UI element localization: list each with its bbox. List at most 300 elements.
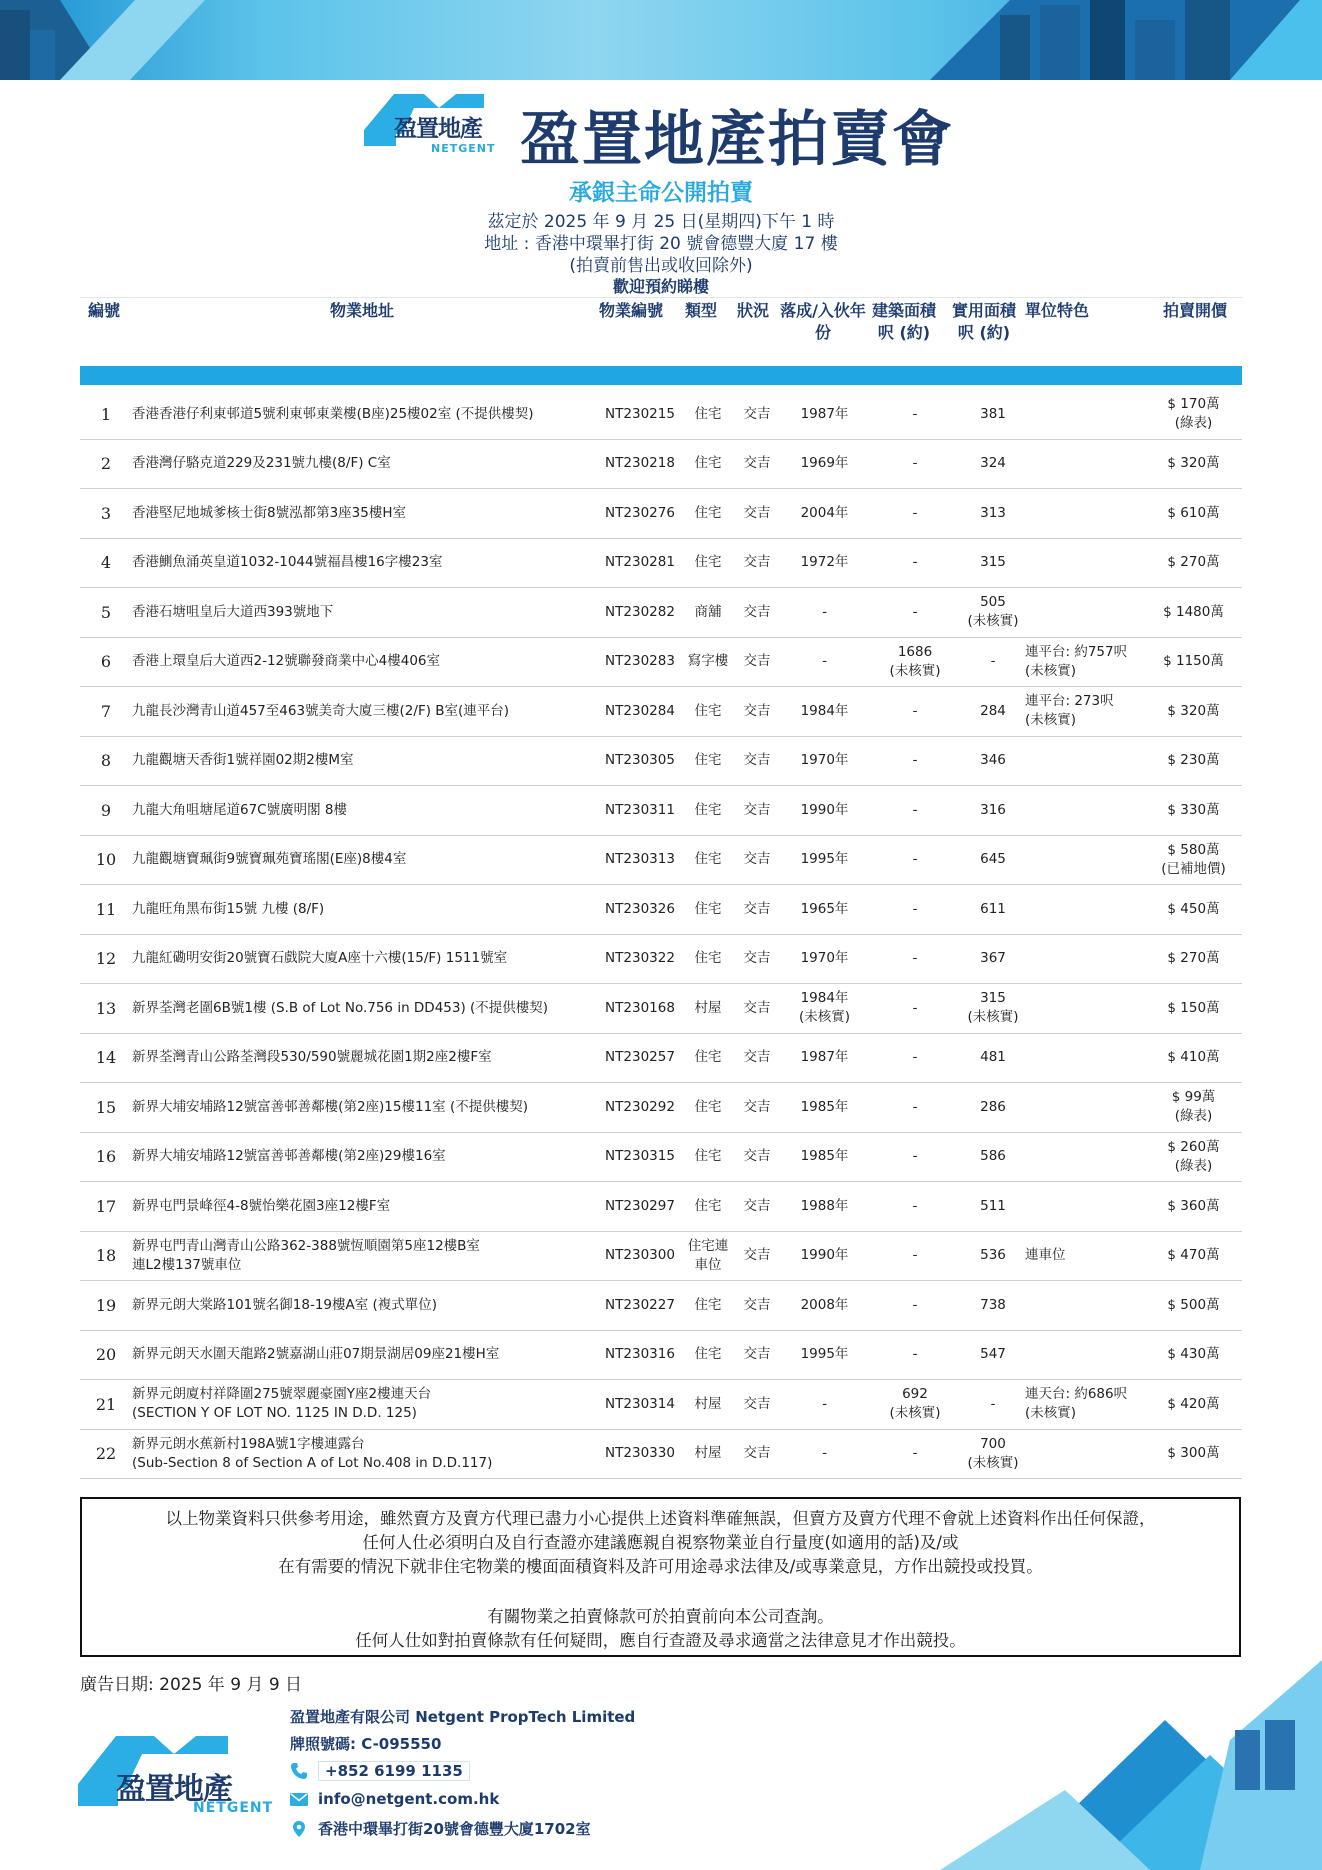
row-code	[595, 1182, 685, 1231]
row-feature	[1025, 786, 1140, 835]
row-price	[1145, 836, 1242, 885]
th-code: 物業編號	[599, 301, 664, 320]
row-type	[678, 984, 738, 1033]
row-code-text: NT230297	[605, 1197, 675, 1214]
row-year-text: 1970年	[800, 950, 849, 967]
row-year-text: 2004年	[800, 504, 849, 521]
row-address	[132, 539, 602, 588]
row-no	[80, 390, 132, 439]
row-condition-text: 交吉	[743, 752, 771, 769]
row-code	[595, 588, 685, 637]
row-price	[1145, 687, 1242, 736]
row-year-text: -	[822, 1445, 827, 1462]
row-type	[678, 1182, 738, 1231]
row-feature	[1025, 1281, 1140, 1330]
row-address	[132, 786, 602, 835]
row-type	[678, 390, 738, 439]
row-year	[777, 539, 872, 588]
row-year	[777, 1232, 872, 1281]
row-type	[678, 638, 738, 687]
row-code	[595, 1331, 685, 1380]
row-no-text: 3	[100, 503, 112, 523]
row-feature	[1025, 390, 1140, 439]
email-icon	[290, 1790, 308, 1808]
row-code-text: NT230305	[605, 752, 675, 769]
row-no	[80, 984, 132, 1033]
row-feature-text: 連平台: 273呎 (未核實)	[1025, 693, 1114, 729]
row-no-text: 6	[100, 652, 112, 672]
row-price-text: $ 330萬	[1167, 801, 1220, 818]
row-type	[678, 935, 738, 984]
row-condition	[732, 1380, 782, 1429]
row-gross-area-text: -	[912, 455, 918, 472]
row-net-area-text: -	[990, 1395, 996, 1412]
row-year	[777, 489, 872, 538]
row-address-text: 香港香港仔利東邨道5號利東邨東業樓(B座)25樓02室 (不提供樓契)	[132, 405, 534, 422]
th-net: 實用面積呎 (約)	[951, 301, 1016, 342]
row-type-text: 住宅	[694, 405, 722, 422]
row-type-text: 住宅	[694, 851, 722, 868]
footer-address: 香港中環畢打街20號會德豐大廈1702室	[318, 1820, 591, 1838]
row-net-area-text: 700 (未核實)	[967, 1435, 1019, 1471]
row-type	[678, 1380, 738, 1429]
row-code	[595, 390, 685, 439]
row-year-text: 1990年	[800, 1247, 849, 1264]
row-condition	[732, 885, 782, 934]
row-year-text: 1984年 (未核實)	[798, 990, 851, 1026]
row-no-text: 2	[100, 454, 112, 474]
table-row	[80, 1034, 1242, 1084]
row-address	[132, 1133, 602, 1182]
row-address	[132, 737, 602, 786]
row-condition-text: 交吉	[743, 801, 771, 818]
row-address	[132, 638, 602, 687]
row-condition	[732, 588, 782, 637]
row-price	[1145, 786, 1242, 835]
row-condition	[732, 1430, 782, 1479]
row-feature	[1025, 539, 1140, 588]
row-no	[80, 1034, 132, 1083]
row-no-text: 16	[95, 1147, 117, 1167]
row-price-text: $ 1480萬	[1163, 603, 1224, 620]
row-price-text: $ 150萬	[1167, 999, 1220, 1016]
row-feature	[1025, 440, 1140, 489]
row-gross-area-text: -	[912, 1049, 918, 1066]
row-feature	[1025, 687, 1140, 736]
row-feature	[1025, 1331, 1140, 1380]
row-type-text: 村屋	[694, 999, 722, 1016]
row-price	[1145, 638, 1242, 687]
row-address-text: 九龍觀塘天香街1號祥園02期2樓M室	[132, 752, 354, 769]
row-feature	[1025, 638, 1140, 687]
row-type	[678, 1232, 738, 1281]
row-address	[132, 984, 602, 1033]
row-price-text: $ 410萬	[1167, 1049, 1220, 1066]
table-row	[80, 1430, 1242, 1480]
row-net-area-text: 511	[980, 1197, 1006, 1214]
row-year	[777, 737, 872, 786]
row-year-text: -	[822, 1395, 827, 1412]
row-gross-area-text: -	[912, 405, 918, 422]
row-type-text: 住宅	[694, 455, 722, 472]
row-net-area-text: 346	[980, 752, 1006, 769]
row-address-text: 香港上環皇后大道西2-12號聯發商業中心4樓406室	[132, 653, 440, 670]
row-feature	[1025, 737, 1140, 786]
row-year-text: 1965年	[800, 900, 849, 917]
row-code	[595, 1232, 685, 1281]
row-type-text: 住宅	[694, 1296, 722, 1313]
row-no	[80, 489, 132, 538]
row-net-area-text: 586	[980, 1148, 1006, 1165]
row-feature	[1025, 1034, 1140, 1083]
table-row	[80, 1182, 1242, 1232]
table-row	[80, 489, 1242, 539]
row-year-text: 1970年	[800, 752, 849, 769]
table-row	[80, 885, 1242, 935]
row-code-text: NT230322	[605, 950, 675, 967]
row-price-text: $ 420萬	[1167, 1395, 1220, 1412]
row-gross-area-text: -	[912, 603, 918, 620]
row-feature	[1025, 588, 1140, 637]
row-address-text: 新界荃灣老圍6B號1樓 (S.B of Lot No.756 in DD453) (不提供樓契)	[132, 999, 549, 1016]
row-year-text: 1988年	[800, 1197, 849, 1214]
row-type	[678, 1430, 738, 1479]
row-year-text: 1987年	[800, 1049, 849, 1066]
row-gross-area-text: -	[912, 1296, 918, 1313]
row-condition-text: 交吉	[743, 702, 771, 719]
row-no	[80, 836, 132, 885]
row-price	[1145, 1430, 1242, 1479]
row-price	[1145, 1182, 1242, 1231]
row-gross-area-text: -	[912, 702, 918, 719]
row-no	[80, 588, 132, 637]
table-row	[80, 836, 1242, 886]
row-address-text: 新界荃灣青山公路荃灣段530/590號麗城花園1期2座2樓F室	[132, 1049, 492, 1066]
row-type	[678, 786, 738, 835]
row-address	[132, 390, 602, 439]
row-price	[1145, 1133, 1242, 1182]
row-condition	[732, 1232, 782, 1281]
disclaimer-box	[80, 1497, 1241, 1657]
row-price	[1145, 1281, 1242, 1330]
footer-phone[interactable]: +852 6199 1135	[318, 1761, 470, 1781]
row-price-text: $ 450萬	[1167, 900, 1220, 917]
row-condition-text: 交吉	[743, 1049, 771, 1066]
row-feature	[1025, 935, 1140, 984]
row-type	[678, 737, 738, 786]
auction-subtitle: 承銀主命公開拍賣	[569, 180, 753, 206]
disclaimer-line: 任何人仕必須明白及自行查證亦建議應親自視察物業並自行量度(如適用的話)及/或	[362, 1533, 959, 1552]
row-no-text: 10	[95, 850, 117, 870]
row-condition	[732, 489, 782, 538]
row-type-text: 住宅	[694, 554, 722, 571]
row-gross-area-text: -	[912, 851, 918, 868]
row-price	[1145, 1083, 1242, 1132]
row-condition-text: 交吉	[743, 1445, 771, 1462]
row-address-text: 香港石塘咀皇后大道西393號地下	[132, 603, 334, 620]
row-address-text: 新界元朗廈村祥降圍275號翠麗豪園Y座2樓連天台 (SECTION Y OF LOT NO. 1125 IN D.D. 125)	[132, 1386, 432, 1422]
row-price-text: $ 610萬	[1167, 504, 1220, 521]
row-gross-area-text: -	[912, 504, 918, 521]
footer-address-row	[290, 1818, 591, 1839]
row-net-area-text: 481	[980, 1049, 1006, 1066]
row-type-text: 住宅	[694, 752, 722, 769]
header-accent-bar	[80, 366, 1242, 385]
row-no	[80, 1133, 132, 1182]
row-condition	[732, 539, 782, 588]
row-code-text: NT230326	[605, 900, 675, 917]
row-condition	[732, 1182, 782, 1231]
row-price	[1145, 539, 1242, 588]
row-code	[595, 1430, 685, 1479]
row-net-area-text: 316	[980, 801, 1006, 818]
row-year	[777, 1083, 872, 1132]
row-year-text: 1984年	[800, 702, 849, 719]
row-type	[678, 836, 738, 885]
row-address	[132, 1182, 602, 1231]
row-address	[132, 1281, 602, 1330]
row-code-text: NT230283	[605, 653, 675, 670]
row-address	[132, 1232, 602, 1281]
row-feature	[1025, 1232, 1140, 1281]
row-price-text: $ 270萬	[1167, 950, 1220, 967]
row-year	[777, 687, 872, 736]
row-price	[1145, 737, 1242, 786]
row-net-area-text: 547	[980, 1346, 1006, 1363]
row-price-text: $ 170萬 (綠表)	[1167, 396, 1220, 432]
header-logo-text: 盈置地產	[394, 116, 482, 142]
row-price	[1145, 489, 1242, 538]
row-type-text: 住宅	[694, 1148, 722, 1165]
row-code-text: NT230276	[605, 504, 675, 521]
row-net-area-text: 315	[980, 554, 1006, 571]
row-code	[595, 638, 685, 687]
row-price	[1145, 1331, 1242, 1380]
row-no-text: 1	[100, 404, 112, 424]
row-gross-area-text: -	[912, 999, 918, 1016]
row-net-area-text: 324	[980, 455, 1006, 472]
row-net-area-text: 284	[980, 702, 1006, 719]
row-price-text: $ 580萬 (已補地價)	[1161, 841, 1226, 877]
row-type-text: 住宅	[694, 504, 722, 521]
row-year	[777, 984, 872, 1033]
row-price	[1145, 1232, 1242, 1281]
row-no-text: 9	[100, 800, 112, 820]
row-condition	[732, 440, 782, 489]
row-condition-text: 交吉	[743, 950, 771, 967]
row-feature	[1025, 984, 1140, 1033]
row-price-text: $ 500萬	[1167, 1296, 1220, 1313]
row-code-text: NT230313	[605, 851, 675, 868]
row-address	[132, 836, 602, 885]
th-address: 物業地址	[330, 301, 395, 320]
row-no-text: 17	[95, 1196, 117, 1216]
row-address	[132, 1034, 602, 1083]
row-address-text: 香港灣仔駱克道229及231號九樓(8/F) C室	[132, 455, 391, 472]
row-price	[1145, 390, 1242, 439]
row-code-text: NT230330	[605, 1445, 675, 1462]
row-feature	[1025, 885, 1140, 934]
row-net-area-text: 381	[980, 405, 1006, 422]
row-no	[80, 1182, 132, 1231]
table-row	[80, 440, 1242, 490]
row-year-text: 2008年	[800, 1296, 849, 1313]
table-row	[80, 539, 1242, 589]
row-price	[1145, 935, 1242, 984]
table-row	[80, 1331, 1242, 1381]
row-net-area-text: 536	[980, 1247, 1006, 1264]
row-condition-text: 交吉	[743, 1346, 771, 1363]
row-address-text: 九龍長沙灣青山道457至463號美奇大廈三樓(2/F) B室(連平台)	[132, 702, 510, 719]
row-type	[678, 1281, 738, 1330]
row-condition-text: 交吉	[743, 1098, 771, 1115]
table-row	[80, 737, 1242, 787]
row-no-text: 14	[95, 1048, 117, 1068]
th-feature: 單位特色	[1025, 301, 1090, 320]
row-no	[80, 1232, 132, 1281]
row-code-text: NT230292	[605, 1098, 675, 1115]
row-code-text: NT230168	[605, 999, 675, 1016]
th-price: 拍賣開價	[1163, 301, 1228, 320]
row-address-text: 香港堅尼地城爹核士街8號泓都第3座35樓H室	[132, 504, 407, 521]
row-price	[1145, 885, 1242, 934]
row-price-text: $ 1150萬	[1163, 653, 1224, 670]
footer-email[interactable]: info@netgent.com.hk	[318, 1790, 500, 1808]
footer-logo	[78, 1728, 274, 1820]
row-code-text: NT230314	[605, 1395, 675, 1412]
row-code	[595, 737, 685, 786]
row-condition-text: 交吉	[743, 900, 771, 917]
row-address-text: 新界元朗水蕉新村198A號1字樓連露台 (Sub-Section 8 of Section A of Lot No.408 in D.D.117)	[132, 1435, 493, 1471]
row-no	[80, 440, 132, 489]
row-no-text: 11	[95, 899, 117, 919]
row-year-text: 1972年	[800, 554, 849, 571]
table-row	[80, 1232, 1242, 1282]
row-year	[777, 885, 872, 934]
row-no-text: 20	[95, 1345, 117, 1365]
row-type-text: 住宅	[694, 1346, 722, 1363]
row-year	[777, 935, 872, 984]
row-condition-text: 交吉	[743, 405, 771, 422]
row-gross-area-text: -	[912, 1247, 918, 1264]
row-address	[132, 935, 602, 984]
row-net-area-text: -	[990, 653, 996, 670]
row-address	[132, 588, 602, 637]
row-type-text: 住宅	[694, 1197, 722, 1214]
row-gross-area-text: -	[912, 1346, 918, 1363]
row-condition-text: 交吉	[743, 1247, 771, 1264]
row-no-text: 22	[95, 1444, 117, 1464]
row-address-text: 九龍觀塘寶珮街9號寶珮苑寶瑤閣(E座)8樓4室	[132, 851, 407, 868]
row-code-text: NT230281	[605, 554, 675, 571]
auction-note: (拍賣前售出或收回除外)	[569, 256, 753, 276]
row-net-area-text: 367	[980, 950, 1006, 967]
row-address	[132, 1083, 602, 1132]
row-code-text: NT230300	[605, 1247, 675, 1264]
row-code-text: NT230257	[605, 1049, 675, 1066]
row-code-text: NT230282	[605, 603, 675, 620]
row-net-area-text: 505 (未核實)	[967, 594, 1019, 630]
row-net-area-text: 286	[980, 1098, 1006, 1115]
row-code	[595, 440, 685, 489]
row-no-text: 4	[100, 553, 112, 573]
row-no-text: 5	[100, 602, 112, 622]
row-address	[132, 440, 602, 489]
th-year: 落成/入伙年份	[780, 301, 866, 342]
row-feature-text: 連車位	[1025, 1247, 1066, 1264]
disclaimer-line: 任何人仕如對拍賣條款有任何疑問，應自行查證及尋求適當之法律意見才作出競投。	[355, 1631, 966, 1650]
row-no	[80, 1380, 132, 1429]
row-condition-text: 交吉	[743, 455, 771, 472]
row-no-text: 13	[95, 998, 117, 1018]
row-year	[777, 1281, 872, 1330]
row-type-text: 住宅	[694, 950, 722, 967]
disclaimer-line: 以上物業資料只供參考用途，雖然賣方及賣方代理已盡力小心提供上述資料準確無誤，但賣方及賣方代理不會就上述資料作出任何保證，	[165, 1509, 1156, 1528]
row-year	[777, 786, 872, 835]
row-address-text: 香港鰂魚涌英皇道1032-1044號福昌樓16字樓23室	[132, 554, 443, 571]
row-net-area-text: 645	[980, 851, 1006, 868]
row-price	[1145, 588, 1242, 637]
row-year-text: -	[822, 653, 827, 670]
row-code	[595, 1281, 685, 1330]
row-type	[678, 885, 738, 934]
row-feature-text: 連天台: 約686呎 (未核實)	[1025, 1386, 1128, 1422]
header-logo-sub: NETGENT	[431, 142, 496, 155]
row-type	[678, 588, 738, 637]
row-no	[80, 786, 132, 835]
row-no-text: 18	[95, 1246, 117, 1266]
row-gross-area-text: -	[912, 1445, 918, 1462]
table-row	[80, 1083, 1242, 1133]
row-year-text: -	[822, 603, 827, 620]
row-year-text: 1995年	[800, 851, 849, 868]
row-code	[595, 687, 685, 736]
row-type-text: 住宅	[694, 801, 722, 818]
row-no-text: 21	[95, 1394, 117, 1414]
row-condition	[732, 836, 782, 885]
row-no	[80, 539, 132, 588]
row-year	[777, 1182, 872, 1231]
row-year-text: 1985年	[800, 1148, 849, 1165]
row-code-text: NT230311	[605, 801, 675, 818]
row-code	[595, 1034, 685, 1083]
row-feature	[1025, 1133, 1140, 1182]
row-code	[595, 885, 685, 934]
row-code	[595, 1083, 685, 1132]
table-row	[80, 687, 1242, 737]
row-address-text: 新界大埔安埔路12號富善邨善鄰樓(第2座)15樓11室 (不提供樓契)	[132, 1098, 528, 1115]
row-net-area-text: 313	[980, 504, 1006, 521]
row-no	[80, 1083, 132, 1132]
disclaimer-line: 在有需要的情況下就非住宅物業的樓面面積資料及許可用途尋求法律及/或專業意見，方作出競投或投買。	[278, 1557, 1043, 1576]
row-type	[678, 539, 738, 588]
row-code-text: NT230315	[605, 1148, 675, 1165]
table-row	[80, 1380, 1242, 1430]
row-gross-area-text: -	[912, 950, 918, 967]
row-condition	[732, 390, 782, 439]
row-code	[595, 935, 685, 984]
row-year	[777, 1133, 872, 1182]
row-address-text: 九龍紅磡明安街20號寶石戲院大廈A座十六樓(15/F) 1511號室	[132, 950, 508, 967]
row-condition	[732, 786, 782, 835]
auction-date: 茲定於 2025 年 9 月 25 日(星期四)下午 1 時	[487, 212, 835, 232]
row-no	[80, 885, 132, 934]
row-type	[678, 489, 738, 538]
row-gross-area-text: -	[912, 554, 918, 571]
row-address	[132, 687, 602, 736]
row-price-text: $ 320萬	[1167, 455, 1220, 472]
row-year	[777, 1430, 872, 1479]
